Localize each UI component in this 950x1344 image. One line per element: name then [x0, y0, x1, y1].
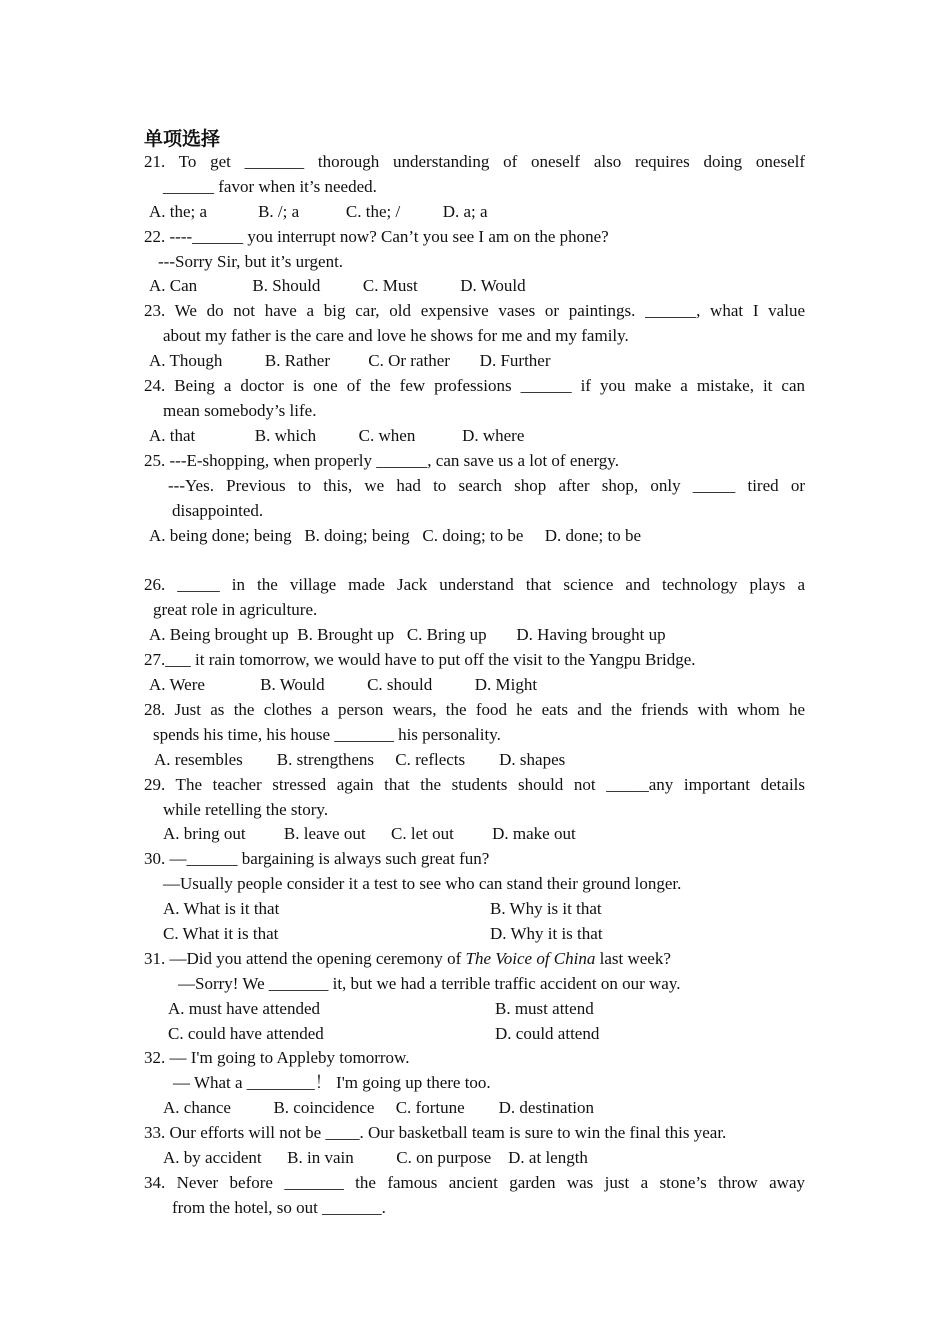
- question-21-line-1: 21. To get _______ thorough understanding of oneself also requires doing oneself: [144, 152, 805, 171]
- question-24-line-1: 24. Being a doctor is one of the few professions ______ if you make a mistake, it can: [144, 376, 805, 395]
- section-heading: 单项选择: [144, 128, 221, 150]
- question-31-option-d: D. could attend: [495, 1024, 600, 1043]
- question-23-options: A. Though B. Rather C. Or rather D. Further: [149, 351, 551, 370]
- question-25-line-2: ---Yes. Previous to this, we had to search shop after shop, only _____ tired or: [168, 476, 805, 495]
- question-29-options: A. bring out B. leave out C. let out D. make out: [163, 824, 576, 843]
- question-29-line-1: 29. The teacher stressed again that the students should not _____any important details: [144, 775, 805, 794]
- question-30-option-b: B. Why is it that: [490, 899, 602, 918]
- question-34-line-1: 34. Never before _______ the famous ancient garden was just a stone’s throw away: [144, 1173, 805, 1192]
- question-32-line-1: 32. — I'm going to Appleby tomorrow.: [144, 1048, 410, 1067]
- question-30-line-2: —Usually people consider it a test to see who can stand their ground longer.: [163, 874, 682, 893]
- question-33-line-1: 33. Our efforts will not be ____. Our basketball team is sure to win the final this year.: [144, 1123, 727, 1142]
- question-29-line-2: while retelling the story.: [163, 800, 329, 819]
- question-26-line-2: great role in agriculture.: [153, 600, 318, 619]
- question-28-options: A. resembles B. strengthens C. reflects D. shapes: [154, 750, 566, 769]
- question-25-line-3: disappointed.: [172, 501, 264, 520]
- question-28-line-1: 28. Just as the clothes a person wears, the food he eats and the friends with whom he: [144, 700, 805, 719]
- question-31-text-after: last week?: [595, 949, 671, 968]
- question-31-option-c: C. could have attended: [168, 1024, 324, 1043]
- question-22-options: A. Can B. Should C. Must D. Would: [149, 276, 526, 295]
- question-26-line-1: 26. _____ in the village made Jack understand that science and technology plays a: [144, 575, 805, 594]
- question-23-line-1: 23. We do not have a big car, old expensive vases or paintings. ______, what I value: [144, 301, 805, 320]
- question-31-text-before: 31. —Did you attend the opening ceremony of: [144, 949, 466, 968]
- question-27-line-1: 27.___ it rain tomorrow, we would have to put off the visit to the Yangpu Bridge.: [144, 650, 696, 669]
- question-31-option-a: A. must have attended: [168, 999, 321, 1018]
- question-21-line-2: ______ favor when it’s needed.: [163, 177, 377, 196]
- question-30-option-a: A. What is it that: [163, 899, 280, 918]
- question-25-options: A. being done; being B. doing; being C. doing; to be D. done; to be: [149, 526, 642, 545]
- question-28-line-2: spends his time, his house _______ his personality.: [153, 725, 501, 744]
- question-21-options: A. the; a B. /; a C. the; / D. a; a: [149, 202, 488, 221]
- question-30-option-c: C. What it is that: [163, 924, 279, 943]
- question-31-line-2: —Sorry! We _______ it, but we had a terrible traffic accident on our way.: [178, 974, 681, 993]
- question-26-options: A. Being brought up B. Brought up C. Bring up D. Having brought up: [149, 625, 666, 644]
- question-31-show-title: The Voice of China: [465, 949, 596, 968]
- question-27-options: A. Were B. Would C. should D. Might: [149, 675, 538, 694]
- question-22-line-2: ---Sorry Sir, but it’s urgent.: [158, 252, 344, 271]
- question-32-options: A. chance B. coincidence C. fortune D. destination: [163, 1098, 595, 1117]
- question-30-option-d: D. Why it is that: [490, 924, 603, 943]
- question-31-option-b: B. must attend: [495, 999, 594, 1018]
- question-34-line-2: from the hotel, so out _______.: [172, 1198, 386, 1217]
- question-25-line-1: 25. ---E-shopping, when properly ______, can save us a lot of energy.: [144, 451, 619, 470]
- question-33-options: A. by accident B. in vain C. on purpose D. at length: [163, 1148, 588, 1167]
- question-32-line-2: — What a ________！ I'm going up there too.: [173, 1073, 491, 1092]
- question-22-line-1: 22. ----______ you interrupt now? Can’t you see I am on the phone?: [144, 227, 609, 246]
- question-30-line-1: 30. —______ bargaining is always such great fun?: [144, 849, 490, 868]
- question-31-line-1: [144, 949, 671, 969]
- question-24-options: A. that B. which C. when D. where: [149, 426, 525, 445]
- question-23-line-2: about my father is the care and love he shows for me and my family.: [163, 326, 629, 345]
- question-24-line-2: mean somebody’s life.: [163, 401, 317, 420]
